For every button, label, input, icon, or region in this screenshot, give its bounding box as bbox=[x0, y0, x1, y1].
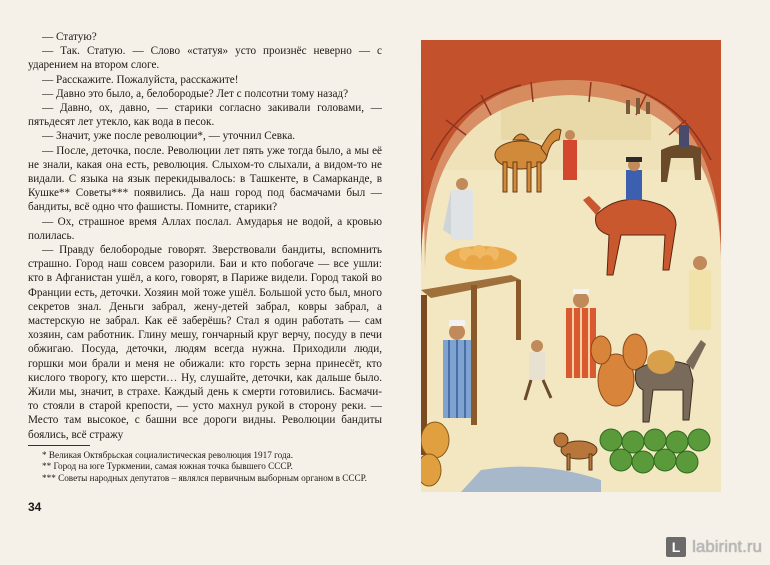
page-number: 34 bbox=[28, 500, 42, 514]
watermark-text: labirint.ru bbox=[692, 537, 762, 556]
paragraph: — Так. Статую. — Слово «статуя» усто произнёс неверно — с ударением на втором слоге. bbox=[28, 45, 382, 72]
paragraph: — После, деточка, после. Революции лет пять уже тогда было, а мы её не знали, какая она есть, революция. Слыхом-то слыхали, а видом-то не видали. С языка на язык перекидывалось: в Ташкенте, в Самарканде, в Кушке** Советы*** появились. Да наш город под басмачами был — бандиты, всё одно что фашисты. Помните, старики? bbox=[28, 144, 382, 214]
bazaar-illustration bbox=[421, 40, 721, 492]
footnote: ** Город на юге Туркмении, самая южная точка бывшего СССР. bbox=[42, 461, 293, 472]
paragraph: — Правду белобородые говорят. Зверствовали бандиты, вспомнить страшно. Город наш совсем разорили. Баи и кто побогаче — все ушли: кто в Афганистан ушёл, а кого, говорят, в Париже видели. Город такой во Франции есть, деточки. Хозяин мой тоже ушёл. Большой усто был, много секретов знал. Деньги забрал, жену-детей забрал, ковры забрал, а мастерскую не забрал. Как её заберёшь? Стал я один работать — сам хозяин, сам работник. Глину мешу, гончарный круг верчу, посуду в печи обжигаю. Посуда, деточки, людям всегда нужна. Приходили люди, горшки мои брали и меня не обижали: кто горсть зерна принесёт, кто кислого творогу, кто шерсти… Ну, слушайте, деточки, как дальше было. Жили мы, значит, в страхе. Каждый день к смерти готовились. Басмачи-то стояли в старой крепости, — усто махнул рукой в сторону реки. — Место там высокое, с башни все дороги видны. Революции бандиты боялись, всё стражу bbox=[28, 244, 382, 441]
footnote: *** Советы народных депутатов – являлся первичным выборным органом в СССР. bbox=[42, 472, 367, 483]
paragraph: — Ох, страшное время Аллах послал. Амударья не водой, а кровью полилась. bbox=[28, 215, 382, 242]
footnote: * Великая Октябрьская социалистическая революция 1917 года. bbox=[42, 450, 293, 460]
bazaar-illustration-icon bbox=[421, 40, 721, 492]
paragraph: — Статую? bbox=[42, 31, 97, 43]
watermark-logo-icon: L bbox=[666, 537, 686, 557]
paragraph: — Давно, ох, давно, — старики согласно закивали головами, — пятьдесят лет утекло, как вода в песок. bbox=[28, 102, 382, 129]
watermark bbox=[666, 537, 762, 557]
footnotes bbox=[28, 450, 382, 484]
main-text bbox=[28, 30, 382, 442]
paragraph: — Значит, уже после революции*, — уточнил Севка. bbox=[42, 130, 296, 143]
footnote-divider bbox=[28, 445, 90, 446]
paragraph: — Расскажите. Пожалуйста, расскажите! bbox=[42, 73, 239, 86]
paragraph: — Давно это было, а, белобородые? Лет с полсотни тому назад? bbox=[42, 87, 349, 100]
